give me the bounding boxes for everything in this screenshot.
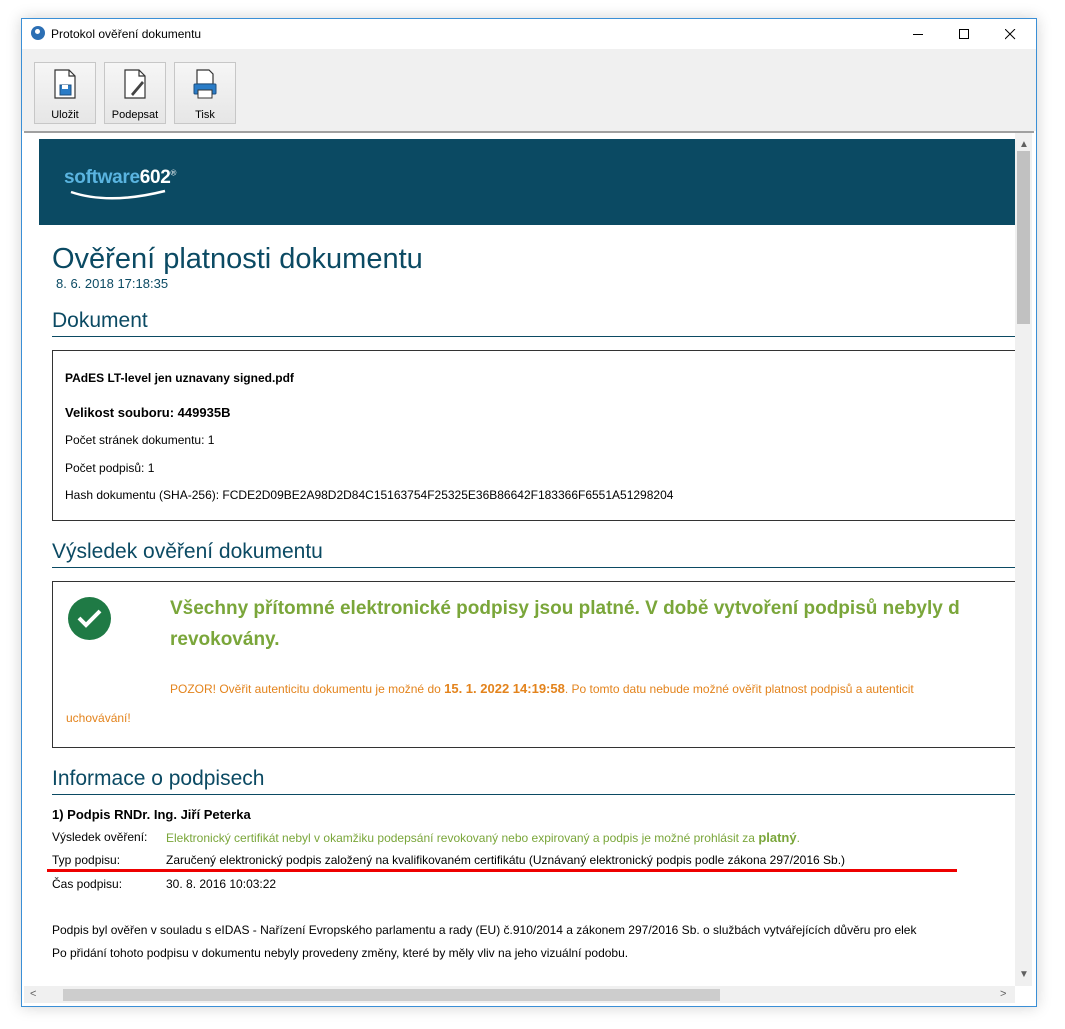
logo-swoosh-icon [69, 189, 169, 203]
validity-warning-cont: uchovávání! [66, 711, 131, 725]
title-bar[interactable] [22, 19, 1036, 49]
document-filename: PAdES LT-level jen uznavany signed.pdf [65, 371, 294, 385]
vertical-scrollbar[interactable] [1015, 133, 1032, 986]
result-label: Výsledek ověření: [52, 830, 148, 844]
document-info-box [52, 350, 1015, 521]
document-heading: Dokument [52, 309, 148, 332]
vertical-scroll-thumb[interactable] [1017, 151, 1030, 324]
scroll-up-icon[interactable]: ▲ [1019, 139, 1029, 150]
save-button[interactable] [34, 62, 96, 124]
document-signature-count: Počet podpisů: 1 [65, 461, 155, 475]
print-button-label: Tisk [195, 109, 215, 121]
window-title: Protokol ověření dokumentu [51, 27, 202, 41]
result-value: Elektronický certifikát nebyl v okamžiku podepsání revokovaný nebo expirovaný a podpis je možné prohlásit za platný. [166, 830, 800, 845]
toolbar [22, 49, 1036, 131]
time-value: 30. 8. 2016 10:03:22 [166, 877, 277, 891]
document-file-size: Velikost souboru: 449935B [65, 405, 231, 420]
divider [52, 567, 1015, 568]
close-button[interactable] [987, 19, 1033, 49]
type-label: Typ podpisu: [52, 853, 121, 867]
red-underline-annotation [47, 869, 957, 872]
divider [52, 336, 1015, 337]
page-title: Ověření platnosti dokumentu [52, 243, 423, 275]
maximize-icon [959, 29, 970, 40]
sign-icon [122, 68, 148, 104]
report-document [24, 133, 1015, 986]
app-window [21, 18, 1037, 1007]
print-button[interactable] [174, 62, 236, 124]
sign-button-label: Podepsat [111, 109, 159, 121]
success-check-icon [68, 597, 111, 640]
save-button-label: Uložit [51, 109, 79, 121]
report-viewer [24, 131, 1034, 1006]
print-icon [192, 68, 218, 104]
app-globe-icon [31, 26, 45, 40]
result-heading: Výsledek ověření dokumentu [52, 540, 323, 563]
save-icon [52, 68, 78, 104]
eidas-note: Podpis byl ověřen v souladu s eIDAS - Nařízení Evropského parlamentu a rady (EU) č.910/2014 a zákonem 297/2016 Sb. o službách vytvářejících důvěru pro elek [52, 923, 917, 937]
minimize-button[interactable] [895, 19, 941, 49]
close-icon [1005, 29, 1016, 40]
signer-name: 1) Podpis RNDr. Ing. Jiří Peterka [52, 807, 251, 822]
sign-button[interactable] [104, 62, 166, 124]
scroll-down-icon[interactable]: ▼ [1019, 969, 1029, 980]
result-headline-cont: revokovány. [170, 629, 280, 650]
visual-change-note: Po přidání tohoto podpisu v dokumentu nebyly provedeny změny, které by měly vliv na jeho vizuální podobu. [52, 946, 629, 960]
divider [52, 794, 1015, 795]
result-headline: Všechny přítomné elektronické podpisy jsou platné. V době vytvoření podpisů nebyly d [170, 598, 960, 619]
brand-banner [39, 139, 1015, 225]
minimize-icon [913, 29, 924, 40]
scroll-right-icon[interactable]: > [1000, 988, 1007, 1000]
software602-logo: software602® [64, 167, 177, 188]
horizontal-scroll-thumb[interactable] [63, 989, 720, 1001]
time-label: Čas podpisu: [52, 877, 123, 891]
signatures-heading: Informace o podpisech [52, 767, 265, 790]
validity-warning: POZOR! Ověřit autenticitu dokumentu je možné do 15. 1. 2022 14:19:58. Po tomto datu nebude možné ověřit platnost podpisů a autenticit [170, 681, 914, 696]
scroll-left-icon[interactable]: < [30, 988, 37, 1000]
type-value: Zaručený elektronický podpis založený na kvalifikovaném certifikátu (Uznávaný elektronický podpis podle zákona 297/2016 Sb.) [166, 853, 846, 867]
document-pages: Počet stránek dokumentu: 1 [65, 433, 215, 447]
report-datetime: 8. 6. 2018 17:18:35 [56, 276, 169, 291]
horizontal-scrollbar[interactable] [24, 986, 1015, 1003]
document-hash: Hash dokumentu (SHA-256): FCDE2D09BE2A98D2D84C15163754F25325E36B86642F183366F6551A51298204 [65, 488, 674, 502]
maximize-button[interactable] [941, 19, 987, 49]
